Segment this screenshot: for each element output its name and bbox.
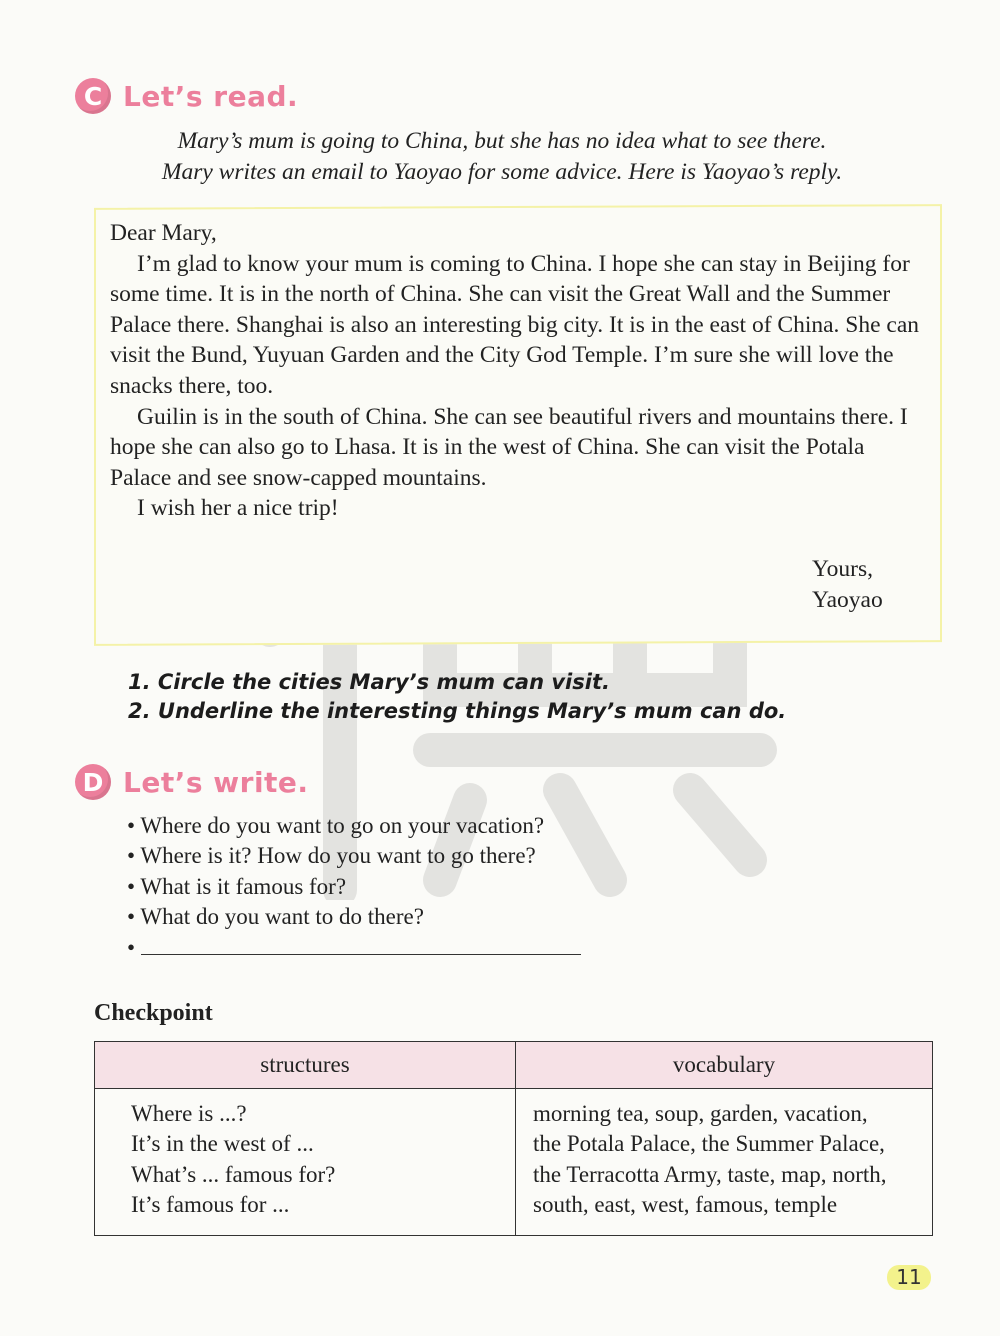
blank-prompt-item bbox=[127, 933, 581, 963]
blank-answer-line[interactable] bbox=[141, 934, 581, 955]
structure-item: What’s ... famous for? bbox=[131, 1161, 336, 1187]
vocabulary-cell bbox=[516, 1089, 933, 1236]
checkpoint-title: Checkpoint bbox=[94, 1000, 213, 1026]
section-d-heading bbox=[75, 764, 309, 800]
letter-closing: Yours, bbox=[812, 556, 873, 582]
section-d-badge: D bbox=[75, 764, 111, 800]
prompt-item: • Where do you want to go on your vacation? bbox=[127, 813, 545, 838]
intro-text bbox=[92, 126, 912, 188]
header-vocabulary: vocabulary bbox=[516, 1042, 933, 1089]
checkpoint-table bbox=[94, 1041, 933, 1236]
section-d-title: Let’s write. bbox=[123, 765, 309, 799]
section-c-heading bbox=[75, 78, 298, 114]
reading-tasks bbox=[128, 668, 786, 726]
prompt-item: • Where is it? How do you want to go there? bbox=[127, 843, 536, 869]
table-row bbox=[95, 1089, 933, 1236]
letter-signature: Yaoyao bbox=[812, 587, 883, 613]
section-c-badge: C bbox=[75, 78, 111, 114]
letter-paragraph-2: Guilin is in the south of China. She can see beautiful rivers and mountains there. I hope she can also go to Lhasa. It is in the west of China. She can visit the Potala Palace and see snow-capped mountains. bbox=[110, 403, 908, 491]
letter-greeting: Dear Mary, bbox=[110, 220, 217, 246]
letter-paragraph-3: I wish her a nice trip! bbox=[137, 495, 339, 522]
intro-line: Mary writes an email to Yaoyao for some advice. Here is Yaoyao’s reply. bbox=[161, 159, 843, 185]
section-c-title: Let’s read. bbox=[123, 79, 299, 113]
prompt-item: • What do you want to do there? bbox=[127, 904, 424, 930]
write-prompts bbox=[127, 811, 581, 963]
letter-signoff bbox=[812, 554, 883, 616]
letter-paragraph-1: I’m glad to know your mum is coming to China. I hope she can stay in Beijing for some time. It is in the north of China. She can visit the Great Wall and the Summer Palace there. Shanghai is also an interesting big city. It is in the east of China. She can visit the Bund, Yuyuan Garden and the City God Temple. I’m sure she will love the snacks there, too. bbox=[110, 250, 920, 399]
structure-item: It’s famous for ... bbox=[131, 1192, 290, 1218]
page-number: 11 bbox=[887, 1265, 931, 1290]
table-header-row bbox=[95, 1042, 933, 1089]
prompt-item: • What is it famous for? bbox=[127, 873, 347, 899]
vocabulary-line: the Potala Palace, the Summer Palace, bbox=[533, 1131, 885, 1157]
vocabulary-line: south, east, west, famous, temple bbox=[533, 1192, 838, 1218]
vocabulary-line: morning tea, soup, garden, vacation, bbox=[533, 1101, 868, 1126]
letter-body bbox=[110, 218, 925, 524]
intro-line: Mary’s mum is going to China, but she has no idea what to see there. bbox=[177, 128, 827, 154]
task-item: 1. Circle the cities Mary’s mum can visit. bbox=[128, 670, 610, 694]
header-structures: structures bbox=[95, 1042, 516, 1089]
structures-cell bbox=[95, 1089, 516, 1236]
structure-item: Where is ...? bbox=[131, 1101, 247, 1126]
structure-item: It’s in the west of ... bbox=[131, 1131, 314, 1157]
blank-bullet: • bbox=[127, 934, 136, 960]
task-item: 2. Underline the interesting things Mary’s mum can do. bbox=[128, 699, 787, 723]
vocabulary-line: the Terracotta Army, taste, map, north, bbox=[533, 1161, 887, 1187]
